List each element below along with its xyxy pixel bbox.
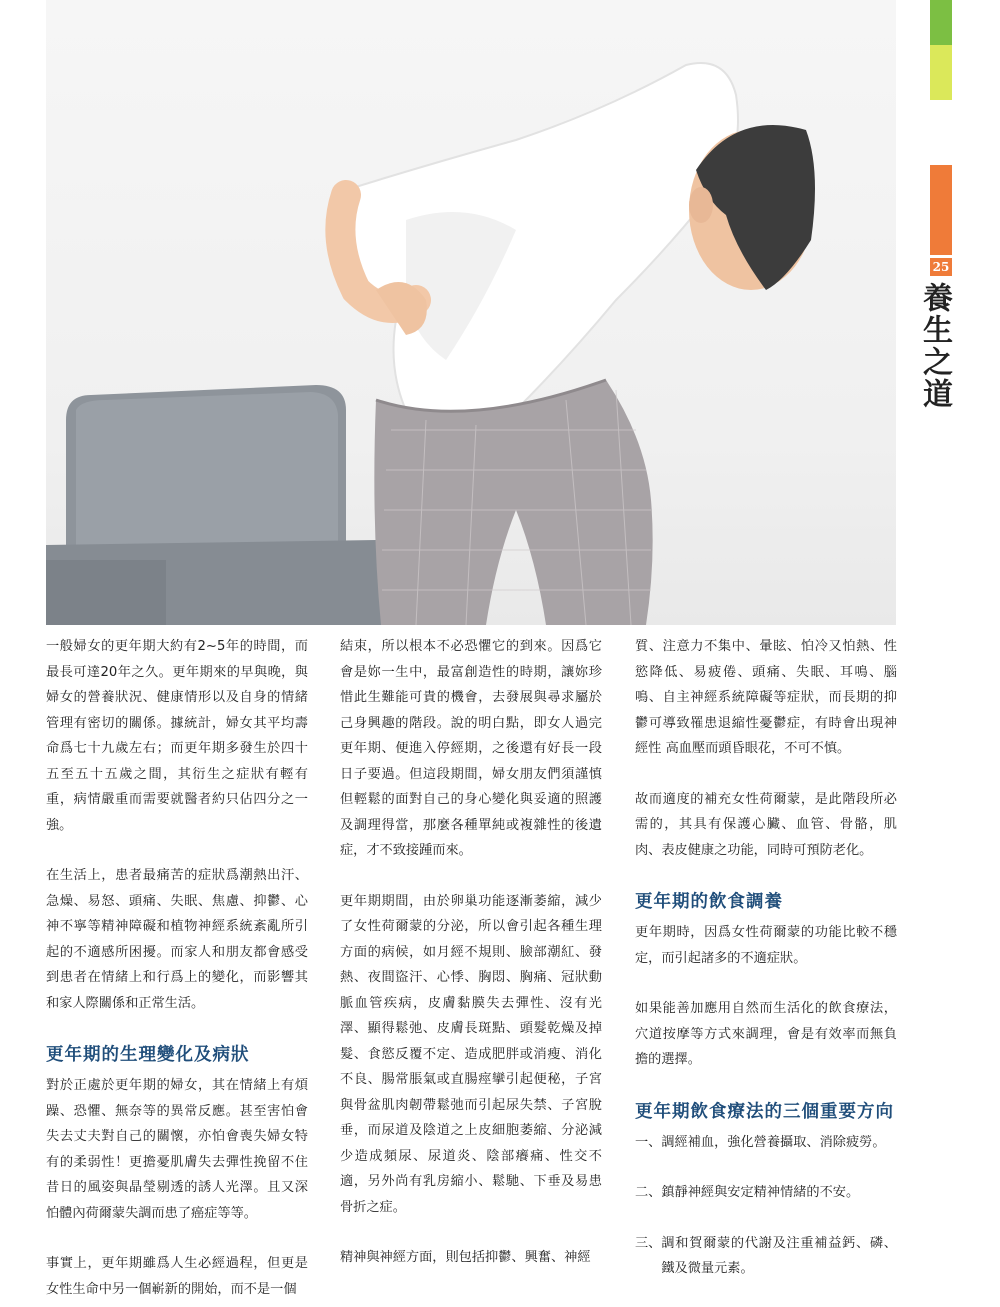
list-text: 調和賀爾蒙的代謝及注重補益鈣、磷、鐵及微量元素。 [661,1235,897,1276]
section-heading: 更年期的飲食調養 [635,892,783,912]
list-number: 三、 [635,1235,662,1251]
section-title: 養生之道 [917,282,952,410]
text-column-3 [635,634,897,1307]
section-heading: 更年期的生理變化及病狀 [46,1045,250,1065]
paragraph: 如果能善加應用自然而生活化的飲食療法，穴道按摩等方式來調理，會是有效率而無負擔的選擇。 [635,1001,897,1067]
list-item [635,1231,897,1282]
page-number: 25 [930,258,952,276]
text-column-1 [46,634,308,1302]
man-back-pain-illustration [46,0,896,625]
list-item [635,1130,897,1156]
list-number: 一、 [635,1134,662,1150]
list-text: 鎮靜神經與安定精神情緒的不安。 [661,1185,860,1200]
paragraph: 一般婦女的更年期大約有2~5年的時間，而最長可達20年之久。更年期來的早與晚，與婦女的營養狀況、健康情形以及自身的情緒管理有密切的關係。據統計，婦女其平均壽命爲七十九歲左右；而更年期多發生於四十五至五十五歲之間，其衍生之症狀有輕有重，病情嚴重而需要就醫者約只佔四分之一強。 [46,639,308,833]
color-tab-yellow [930,45,952,100]
article-photo [46,0,896,625]
paragraph: 事實上，更年期雖爲人生必經過程，但更是女性生命中另一個嶄新的開始，而不是一個 [46,1256,308,1297]
paragraph: 在生活上，患者最痛苦的症狀爲潮熱出汗、急燥、易怒、頭痛、失眠、焦慮、抑鬱、心神不寧等精神障礙和植物神經系統紊亂所引起的不適感所困擾。而家人和朋友都會感受到患者在情緒上和行爲上的變化，而影響其和家人際關係和正常生活。 [46,868,308,1011]
paragraph: 更年期期間，由於卵巢功能逐漸萎縮，減少了女性荷爾蒙的分泌，所以會引起各種生理方面的病候，如月經不規則、臉部潮紅、發熱、夜間盜汗、心悸、胸悶、胸痛、冠狀動脈血管疾病，皮膚黏膜失去彈性、沒有光澤、顯得鬆弛、皮膚長斑點、頭髮乾燥及掉髮、食慾反覆不定、造成肥胖或消瘦、消化不良、腸常脹氣或直腸痙攣引起便秘，子宮與骨盆肌肉韌帶鬆弛而引起尿失禁、子宮脫垂，而尿道及陰道之上皮細胞萎縮、分泌減少造成頻尿、尿道炎、陰部癢痛、性交不適，另外尚有乳房縮小、鬆馳、下垂及易患骨折之症。 [340,893,602,1215]
color-tab-orange [930,165,952,255]
section-heading: 更年期飲食療法的三個重要方向 [635,1101,894,1122]
text-column-2 [340,634,602,1271]
color-tab-green [930,0,952,45]
paragraph: 質、注意力不集中、暈眩、怕冷又怕熱、性慾降低、易疲倦、頭痛、失眠、耳鳴、腦鳴、自主神經系統障礙等症狀，而長期的抑鬱可導致罹患退縮性憂鬱症，有時會出現神經性 高血壓而頭昏眼花，不可不慎。 [635,639,897,756]
paragraph: 更年期時，因爲女性荷爾蒙的功能比較不穩定，而引起諸多的不適症狀。 [635,925,897,966]
list-number: 二、 [635,1185,662,1200]
paragraph: 對於正處於更年期的婦女，其在情緒上有煩躁、恐懼、無奈等的異常反應。甚至害怕會失去丈夫對自己的關懷，亦怕會喪失婦女特有的柔弱性！更擔憂肌膚失去彈性挽留不住昔日的風姿與晶瑩剔透的誘人光澤。且又深怕體內荷爾蒙失調而患了癌症等等。 [46,1078,308,1221]
paragraph: 精神與神經方面，則包括抑鬱、興奮、神經 [340,1250,591,1265]
list-item [635,1180,897,1206]
list-text: 調經補血，強化營養攝取、消除疲勞。 [661,1134,886,1150]
paragraph: 故而適度的補充女性荷爾蒙，是此階段所必需的，其具有保護心臟、血管、骨骼，肌肉、表皮健康之功能，同時可預防老化。 [635,791,897,858]
paragraph: 結束，所以根本不必恐懼它的到來。因爲它會是妳一生中，最富創造性的時期，讓妳珍惜此生難能可貴的機會，去發展與尋求屬於己身興趣的階段。說的明白點，即女人過完更年期、便進入停經期，之後還有好長一段日子要過。但這段期間，婦女朋友們須謹慎但輕鬆的面對自己的身心變化與妥適的照護及調理得當，那麼各種單純或複雜性的後遺症，才不致接踵而來。 [340,639,602,858]
